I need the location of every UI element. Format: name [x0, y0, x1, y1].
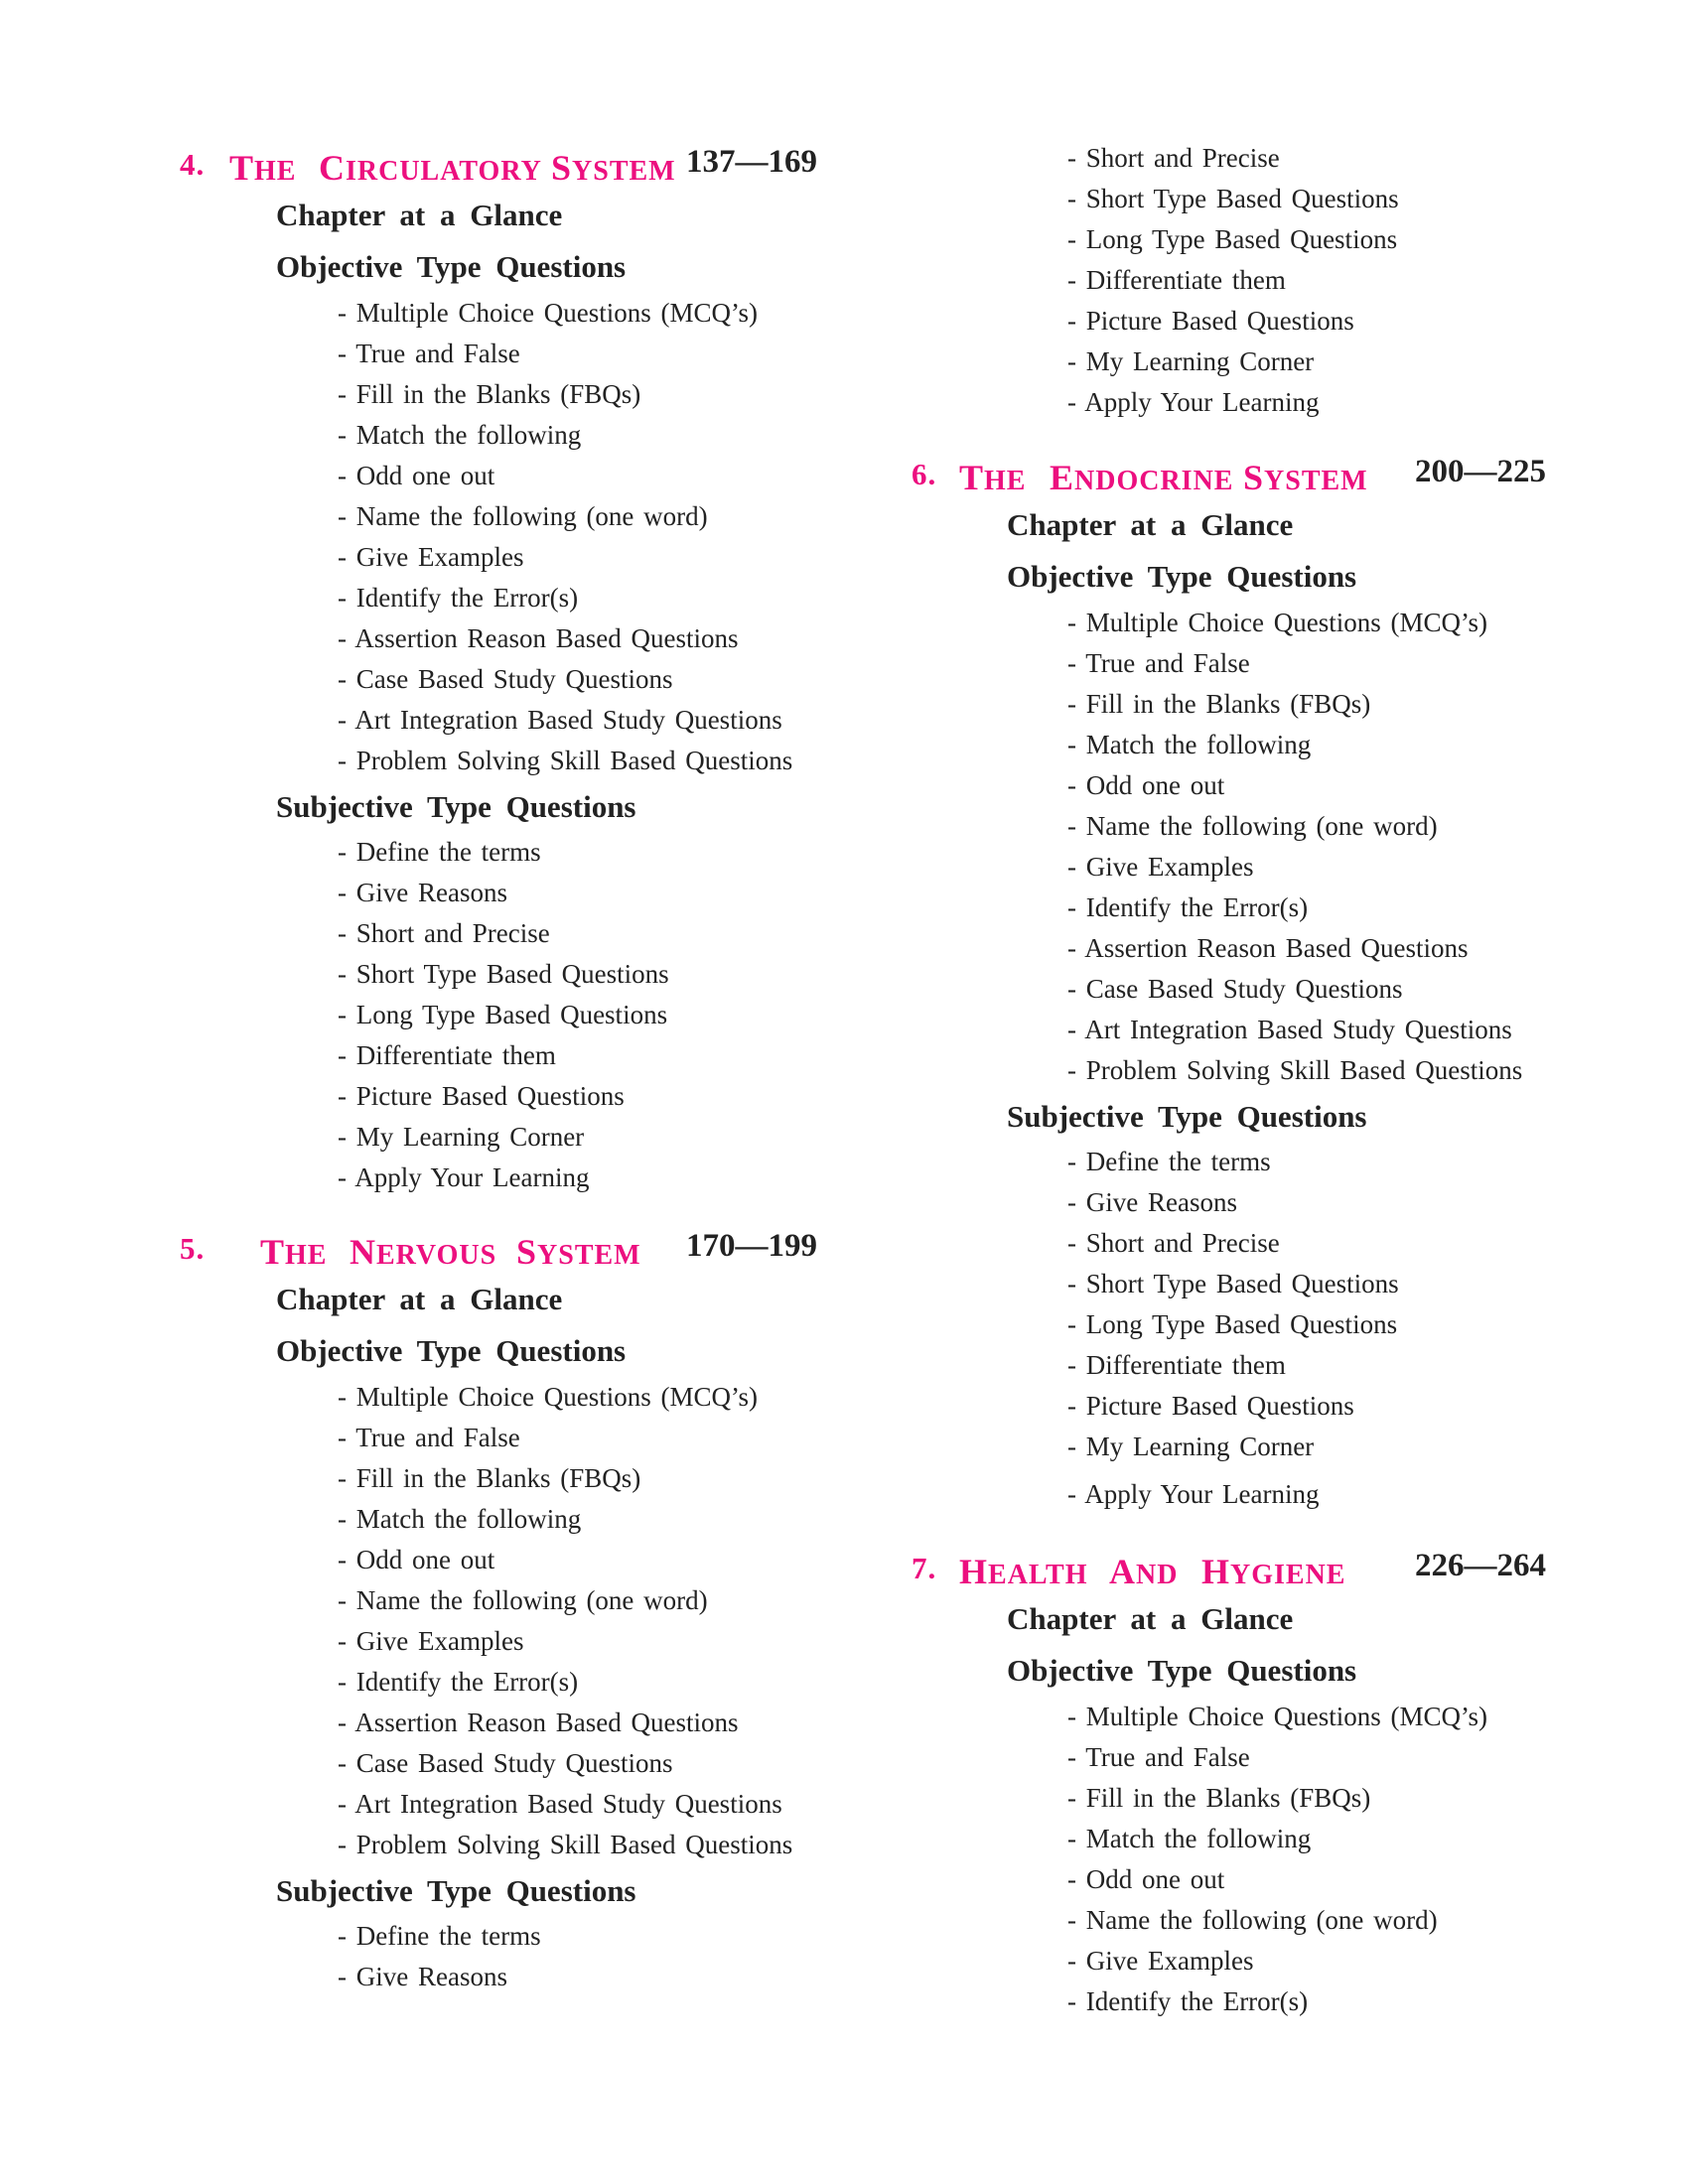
list-item: - True and False	[1067, 1742, 1250, 1772]
list-item: - Fill in the Blanks (FBQs)	[1067, 689, 1371, 719]
list-item: - Odd one out	[1067, 1864, 1225, 1894]
list-item: - Identify the Error(s)	[338, 1667, 579, 1697]
list-item: - Odd one out	[338, 1545, 495, 1574]
list-item: - Name the following (one word)	[1067, 1905, 1438, 1935]
list-item: - Short Type Based Questions	[338, 959, 669, 989]
list-item: - Multiple Choice Questions (MCQ’s)	[1067, 608, 1487, 637]
list-item: - Define the terms	[338, 1921, 541, 1951]
chapter-at-a-glance: Chapter at a Glance	[1007, 507, 1294, 542]
list-item: - Case Based Study Questions	[338, 1748, 673, 1778]
list-item: - Name the following (one word)	[1067, 811, 1438, 841]
list-item: - Match the following	[338, 1504, 582, 1534]
list-item: - Give Examples	[338, 542, 524, 572]
list-item: - Odd one out	[338, 461, 495, 490]
chapter-page-range: 170—199	[686, 1228, 817, 1264]
list-item: - Short and Precise	[1067, 1228, 1280, 1258]
list-item: - Long Type Based Questions	[1067, 224, 1398, 254]
list-item: - Problem Solving Skill Based Questions	[1067, 1055, 1523, 1085]
objective-heading: Objective Type Questions	[1007, 559, 1357, 594]
list-item: - Apply Your Learning	[1067, 387, 1320, 417]
list-item: - Assertion Reason Based Questions	[338, 1707, 739, 1737]
chapter-number: 7.	[912, 1551, 937, 1585]
list-item: - My Learning Corner	[338, 1122, 585, 1152]
list-item: - True and False	[1067, 648, 1250, 678]
list-item: - My Learning Corner	[1067, 1432, 1315, 1461]
chapter-title-word: HYGIENE	[1201, 1552, 1346, 1591]
list-item: - Long Type Based Questions	[338, 1000, 668, 1029]
chapter-title-word: HEALTH	[959, 1552, 1088, 1591]
list-item: - Problem Solving Skill Based Questions	[338, 746, 793, 775]
list-item: - Apply Your Learning	[1067, 1479, 1320, 1509]
list-item: - Fill in the Blanks (FBQs)	[1067, 1783, 1371, 1813]
chapter-page-range: 137—169	[686, 144, 817, 180]
list-item: - Identify the Error(s)	[1067, 1986, 1309, 2016]
chapter-title-word: ENDOCRINE	[1050, 458, 1234, 497]
objective-heading: Objective Type Questions	[276, 249, 627, 284]
chapter-number: 6.	[912, 457, 937, 491]
list-item: - Identify the Error(s)	[338, 583, 579, 613]
chapter-at-a-glance: Chapter at a Glance	[276, 198, 563, 232]
chapter-title-word: CIRCULATORY	[319, 148, 542, 188]
list-item: - Differentiate them	[1067, 265, 1286, 295]
list-item: - Multiple Choice Questions (MCQ’s)	[338, 1382, 758, 1412]
chapter-title-word: NERVOUS	[350, 1232, 497, 1272]
list-item: - Multiple Choice Questions (MCQ’s)	[1067, 1702, 1487, 1731]
list-item: - Short and Precise	[1067, 143, 1280, 173]
chapter-title-word: THE	[260, 1232, 328, 1272]
list-item: - Define the terms	[338, 837, 541, 867]
list-item: - Give Reasons	[338, 878, 507, 907]
list-item: - My Learning Corner	[1067, 346, 1315, 376]
chapter-number: 4.	[180, 147, 206, 182]
list-item: - Match the following	[1067, 730, 1312, 759]
list-item: - Give Examples	[338, 1626, 524, 1656]
list-item: - Picture Based Questions	[1067, 1391, 1354, 1421]
list-item: - Multiple Choice Questions (MCQ’s)	[338, 298, 758, 328]
list-item: - Short and Precise	[338, 918, 550, 948]
chapter-title-word: SYSTEM	[516, 1232, 641, 1272]
list-item: - Case Based Study Questions	[338, 664, 673, 694]
subjective-heading: Subjective Type Questions	[276, 789, 636, 824]
chapter-title-word: THE	[959, 458, 1027, 497]
list-item: - Art Integration Based Study Questions	[338, 705, 782, 735]
chapter-page-range: 226—264	[1415, 1548, 1546, 1583]
list-item: - Problem Solving Skill Based Questions	[338, 1830, 793, 1859]
list-item: - Identify the Error(s)	[1067, 892, 1309, 922]
list-item: - Assertion Reason Based Questions	[1067, 933, 1469, 963]
list-item: - Give Examples	[1067, 1946, 1254, 1976]
chapter-number: 5.	[180, 1231, 206, 1266]
list-item: - Define the terms	[1067, 1147, 1271, 1176]
chapter-title-word: THE	[229, 148, 297, 188]
list-item: - Short Type Based Questions	[1067, 1269, 1399, 1298]
list-item: - Name the following (one word)	[338, 501, 708, 531]
list-item: - Long Type Based Questions	[1067, 1309, 1398, 1339]
list-item: - Short Type Based Questions	[1067, 184, 1399, 213]
chapter-title-word: SYSTEM	[1243, 458, 1368, 497]
list-item: - True and False	[338, 1423, 520, 1452]
list-item: - True and False	[338, 339, 520, 368]
list-item: - Differentiate them	[1067, 1350, 1286, 1380]
chapter-title-word: SYSTEM	[551, 148, 676, 188]
list-item: - Case Based Study Questions	[1067, 974, 1403, 1004]
list-item: - Give Reasons	[1067, 1187, 1237, 1217]
list-item: - Fill in the Blanks (FBQs)	[338, 379, 641, 409]
list-item: - Art Integration Based Study Questions	[1067, 1015, 1512, 1044]
list-item: - Assertion Reason Based Questions	[338, 623, 739, 653]
subjective-heading: Subjective Type Questions	[276, 1873, 636, 1908]
list-item: - Picture Based Questions	[338, 1081, 625, 1111]
chapter-title-word: AND	[1109, 1552, 1179, 1591]
list-item: - Match the following	[1067, 1824, 1312, 1853]
list-item: - Match the following	[338, 420, 582, 450]
chapter-page-range: 200—225	[1415, 454, 1546, 489]
objective-heading: Objective Type Questions	[1007, 1653, 1357, 1688]
chapter-at-a-glance: Chapter at a Glance	[1007, 1601, 1294, 1636]
list-item: - Give Examples	[1067, 852, 1254, 882]
list-item: - Differentiate them	[338, 1040, 556, 1070]
list-item: - Fill in the Blanks (FBQs)	[338, 1463, 641, 1493]
subjective-heading: Subjective Type Questions	[1007, 1099, 1367, 1134]
list-item: - Picture Based Questions	[1067, 306, 1354, 336]
list-item: - Art Integration Based Study Questions	[338, 1789, 782, 1819]
chapter-at-a-glance: Chapter at a Glance	[276, 1282, 563, 1316]
list-item: - Name the following (one word)	[338, 1585, 708, 1615]
list-item: - Apply Your Learning	[338, 1162, 590, 1192]
list-item: - Give Reasons	[338, 1962, 507, 1991]
objective-heading: Objective Type Questions	[276, 1333, 627, 1368]
list-item: - Odd one out	[1067, 770, 1225, 800]
